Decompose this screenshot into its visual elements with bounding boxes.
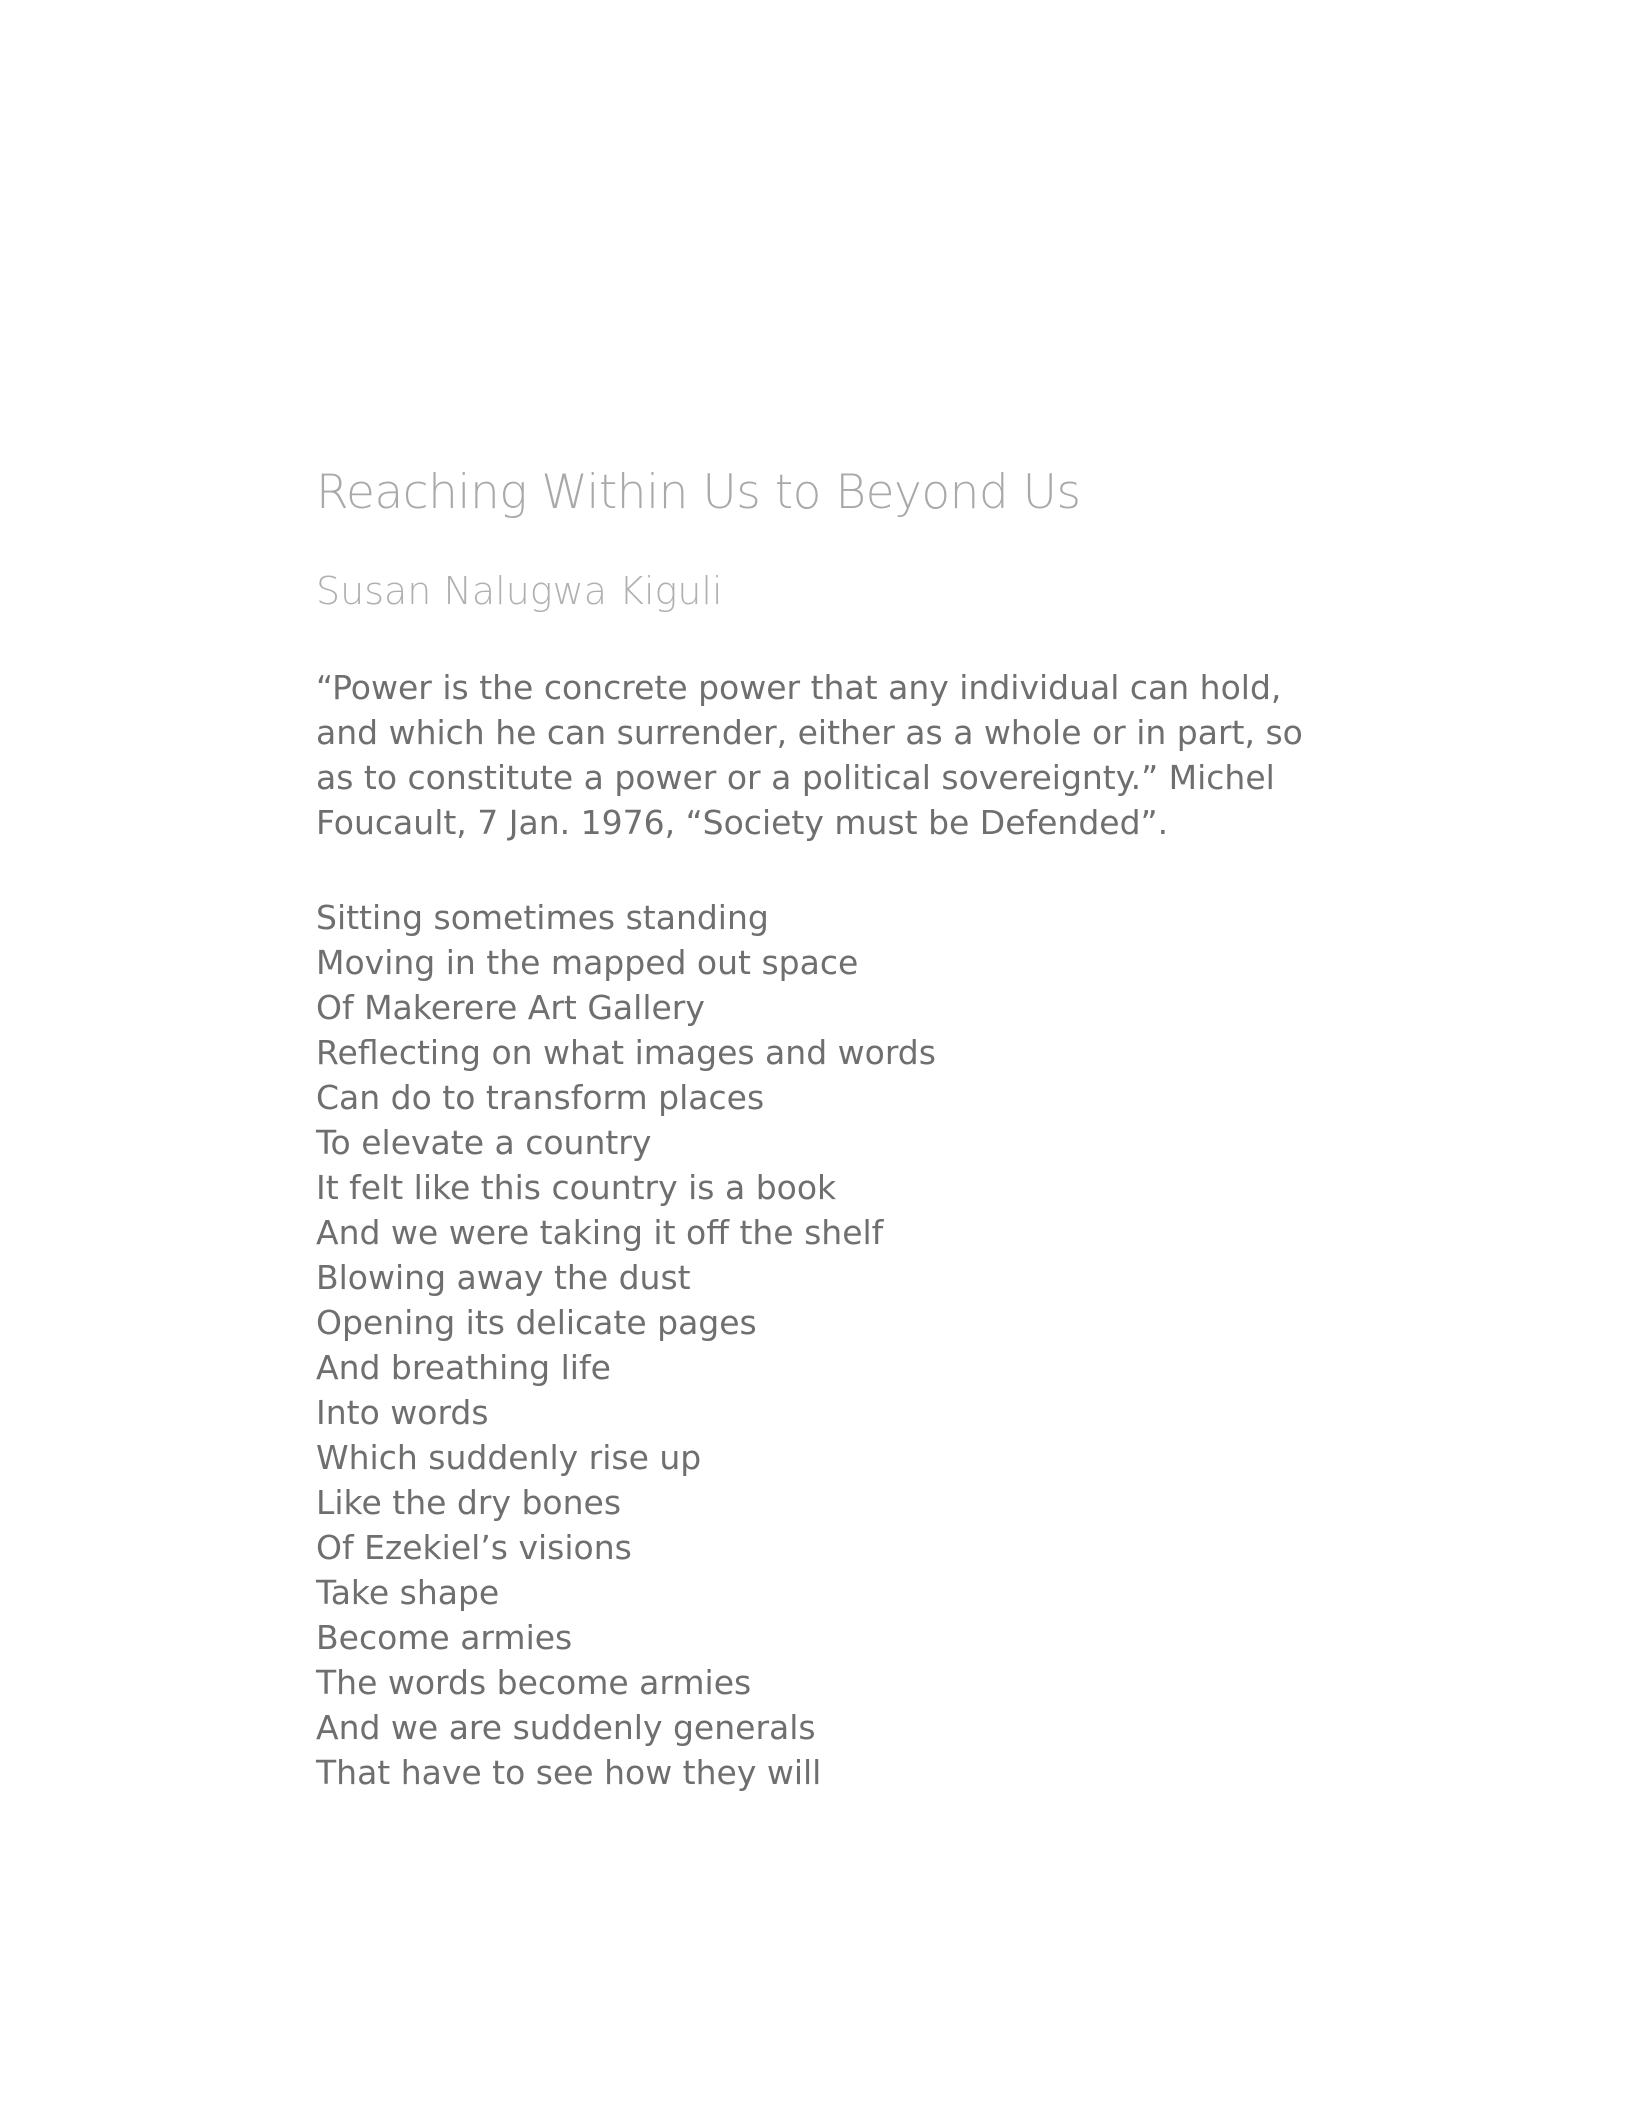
poem-line: Into words <box>316 1393 489 1432</box>
poem-line: And we were taking it off the shelf <box>316 1213 884 1252</box>
poem-line: Moving in the mapped out space <box>316 943 859 982</box>
poem-line: Blowing away the dust <box>316 1258 691 1297</box>
author-name: Susan Nalugwa Kiguli <box>316 569 723 613</box>
poem-line: Of Makerere Art Gallery <box>316 988 705 1027</box>
poem-line: It felt like this country is a book <box>316 1168 837 1207</box>
poem-line: Like the dry bones <box>316 1483 622 1522</box>
poem-line: And we are suddenly generals <box>316 1708 816 1747</box>
poem-line: Of Ezekiel’s visions <box>316 1528 632 1567</box>
poem-line: Reflecting on what images and words <box>316 1033 936 1072</box>
page-content <box>316 465 1316 1795</box>
poem-line: And breathing life <box>316 1348 611 1387</box>
poem-line: Take shape <box>316 1573 500 1612</box>
poem-line: Sitting sometimes standing <box>316 898 769 937</box>
poem-line: Opening its delicate pages <box>316 1303 757 1342</box>
poem-body <box>316 895 1316 1795</box>
poem-line: To elevate a country <box>316 1123 652 1162</box>
poem-line: Can do to transform places <box>316 1078 765 1117</box>
poem-line: That have to see how they will <box>316 1753 822 1792</box>
epigraph-quote: “Power is the concrete power that any individual can hold, and which he can surrender, either as a whole or in part, so as to constitute a power or a political sovereignty.” Michel Foucault, 7 Jan. 1976, “Society must be Defended”. <box>316 668 1303 842</box>
poem-line: Which suddenly rise up <box>316 1438 702 1477</box>
poem-line: Become armies <box>316 1618 573 1657</box>
poem-line: The words become armies <box>316 1663 752 1702</box>
poem-title: Reaching Within Us to Beyond Us <box>316 465 1081 520</box>
